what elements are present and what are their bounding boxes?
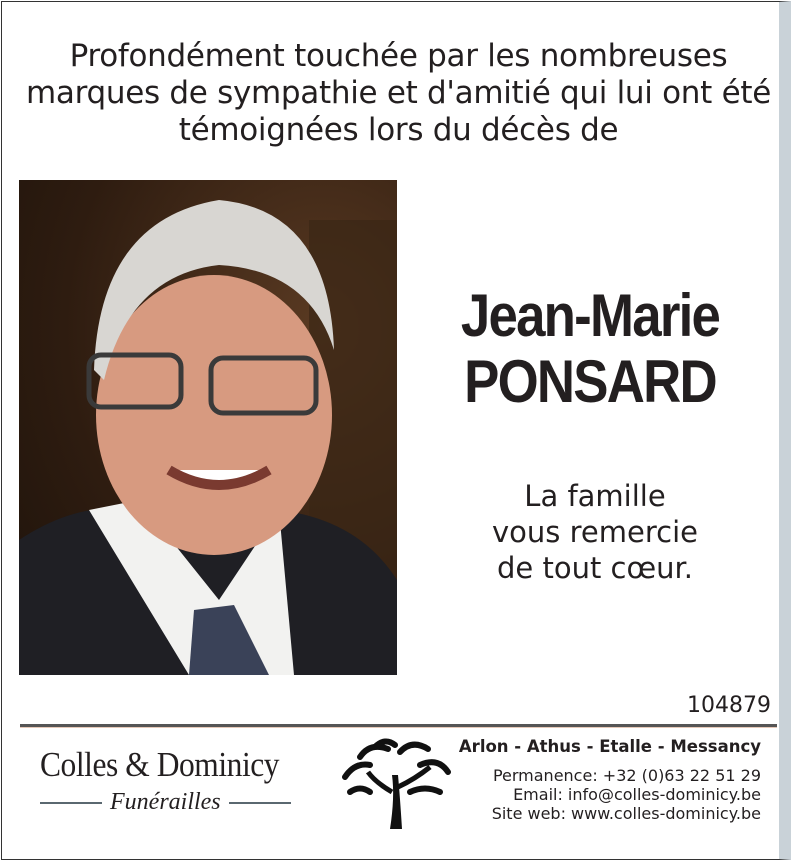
portrait-photo [19, 180, 397, 675]
funeral-home-subtitle: Funérailles [110, 789, 221, 815]
intro-line: témoignées lors du décès de [178, 112, 619, 148]
email: Email: info@colles-dominicy.be [513, 785, 761, 804]
intro-line: Profondément touchée par les nombreuses [69, 38, 728, 74]
thanks-line: La famille [524, 479, 666, 513]
website: Site web: www.colles-dominicy.be [491, 804, 761, 823]
reference-number: 104879 [687, 693, 771, 718]
thanks-line: de tout cœur. [496, 551, 694, 585]
funeral-home-name: Colles & Dominicy [40, 745, 280, 784]
towns: Arlon - Athus - Etalle - Messancy [458, 737, 761, 756]
contact-info [459, 737, 761, 823]
last-name: PONSARD [464, 348, 716, 415]
tree-icon [340, 737, 455, 836]
funeral-home-logo [40, 745, 306, 816]
thanks-line: vous remercie [492, 515, 698, 549]
phone: Permanence: +32 (0)63 22 51 29 [492, 766, 761, 785]
divider-line [229, 802, 291, 804]
divider-line [40, 802, 102, 804]
intro-text [20, 38, 777, 149]
intro-line: marques de sympathie et d'amitié qui lui ont été [26, 75, 771, 111]
first-name: Jean-Marie [460, 282, 720, 349]
deceased-name [423, 283, 757, 415]
thanks-text [440, 478, 750, 586]
divider [20, 724, 777, 728]
